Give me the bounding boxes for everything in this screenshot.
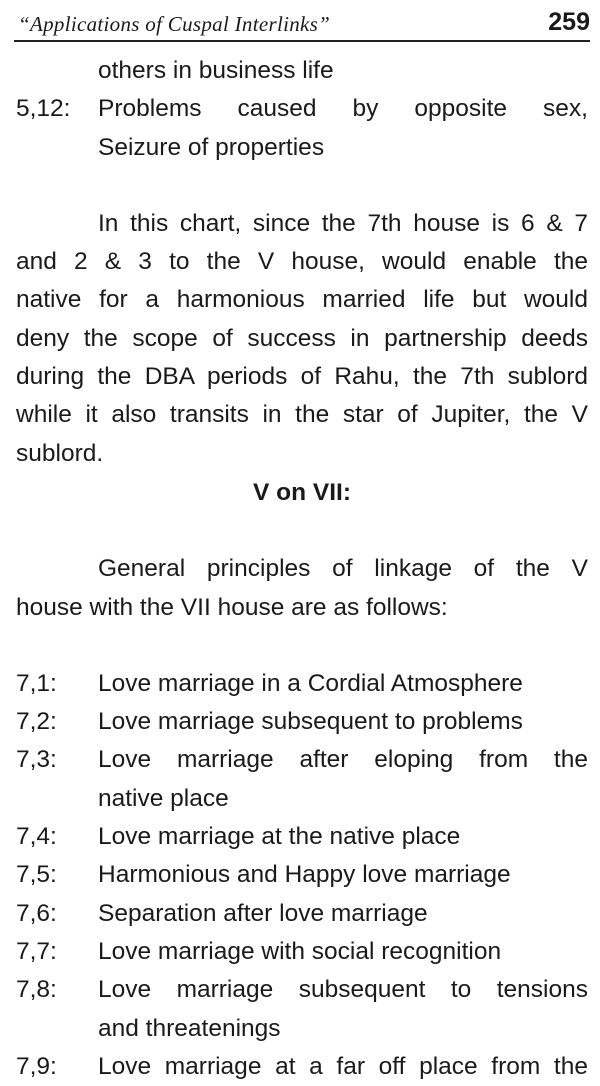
paragraph-line: and 2 & 3 to the V house, would enable the [16,248,588,276]
paragraph-line: during the DBA periods of Rahu, the 7th sublord [16,363,588,391]
item-number: 7,3: [16,746,57,774]
item-text-line: Love marriage subsequent to tensions [98,976,588,1004]
item-number: 5,12: [16,95,71,123]
list-item-5-12 [16,90,588,167]
list-item [16,856,588,894]
item-text-line: Love marriage after eloping from the [98,746,588,774]
item-text-line: Love marriage at the native place [98,823,461,851]
item-text-line: Harmonious and Happy love marriage [98,861,511,889]
item-number: 7,6: [16,899,57,927]
item-text-line: Separation after love marriage [98,899,428,927]
running-title: “Applications of Cuspal Interlinks” [18,12,331,36]
page-number: 259 [548,8,590,36]
continuation-line: others in business life [98,57,334,84]
paragraph-general-principles [16,550,588,627]
list-item [16,1048,588,1086]
item-number: 7,9: [16,1052,57,1080]
list-item [16,895,588,933]
item-text-line: and threatenings [98,1014,281,1042]
list-item [16,818,588,856]
item-text-line: native place [98,784,229,812]
page-body [16,52,588,1086]
paragraph-chart-analysis [16,205,588,473]
item-text-line: Love marriage in a Cordial Atmosphere [98,669,523,697]
paragraph-line: house with the VII house are as follows: [16,593,448,621]
paragraph-line: native for a harmonious married life but would [16,286,588,314]
paragraph-line: In this chart, since the 7th house is 6 & 7 [98,209,588,237]
paragraph-line: General principles of linkage of the V [98,555,588,583]
list-item [16,703,588,741]
paragraph-line: sublord. [16,439,104,467]
list-item [16,933,588,971]
item-number: 7,8: [16,976,57,1004]
item-number: 7,5: [16,861,57,889]
item-text-line: Seizure of properties [98,133,325,161]
item-text-line: Problems caused by opposite sex, [98,95,588,123]
running-header [14,6,590,42]
item-text-line: Love marriage with social recognition [98,937,502,965]
linkage-list [16,665,588,1086]
list-item [16,971,588,1048]
paragraph-line: while it also transits in the star of Jupiter, the V [16,401,588,429]
paragraph-line: deny the scope of success in partnership deeds [16,324,588,352]
item-text-line: Love marriage subsequent to problems [98,708,523,736]
item-number: 7,2: [16,708,57,736]
item-text-line: Love marriage at a far off place from the [98,1052,588,1080]
item-number: 7,7: [16,937,57,965]
item-number: 7,1: [16,669,57,697]
section-heading: V on VII: [253,478,351,506]
list-item [16,665,588,703]
item-number: 7,4: [16,823,57,851]
list-item [16,741,588,818]
